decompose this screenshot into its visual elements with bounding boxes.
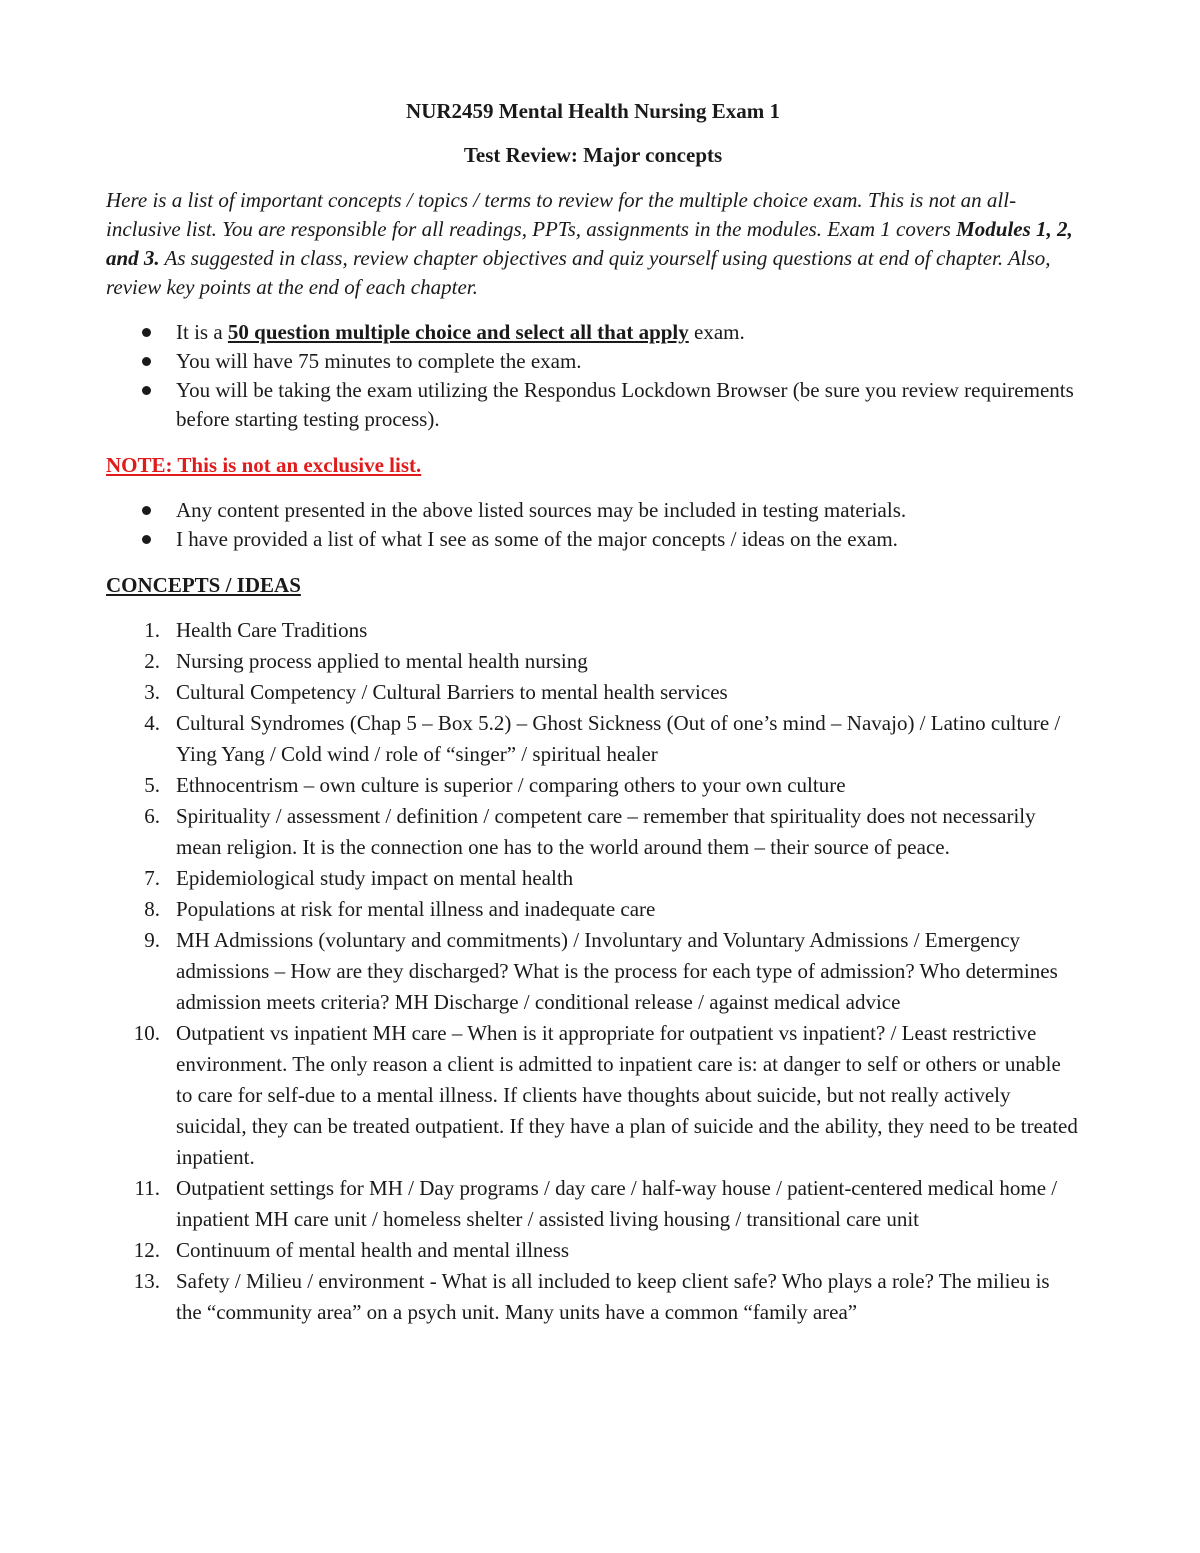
item-number: 12. bbox=[133, 1238, 160, 1262]
list-item bbox=[106, 770, 1080, 801]
list-item bbox=[106, 1266, 1080, 1328]
item-number: 4. bbox=[144, 711, 160, 735]
bullet-text: Any content presented in the above listed sources may be included in testing materials. bbox=[176, 498, 907, 522]
bullet-text-suffix: exam. bbox=[688, 320, 745, 344]
list-item bbox=[106, 1173, 1080, 1235]
item-number: 13. bbox=[133, 1269, 160, 1293]
item-text: Nursing process applied to mental health nursing bbox=[176, 649, 588, 673]
intro-paragraph bbox=[106, 186, 1080, 302]
item-text: Safety / Milieu / environment - What is all included to keep client safe? Who plays a role? The milieu is the “community area” on a psych unit. Many units have a common “family area” bbox=[176, 1269, 1050, 1324]
item-number: 5. bbox=[144, 773, 160, 797]
item-text: Health Care Traditions bbox=[176, 618, 368, 642]
list-item bbox=[106, 376, 1080, 434]
bullet-text: You will have 75 minutes to complete the exam. bbox=[176, 349, 582, 373]
item-text: Outpatient settings for MH / Day programs / day care / half-way house / patient-centered medical home / inpatient MH care unit / homeless shelter / assisted living housing / transitional care unit bbox=[176, 1176, 1058, 1231]
item-text: Populations at risk for mental illness and inadequate care bbox=[176, 897, 656, 921]
item-number: 1. bbox=[144, 618, 160, 642]
list-item bbox=[106, 863, 1080, 894]
list-item bbox=[106, 646, 1080, 677]
bullet-icon bbox=[142, 506, 151, 515]
intro-text-part2: As suggested in class, review chapter objectives and quiz yourself using questions at end of chapter. Also, review key points at the end of each chapter. bbox=[106, 246, 1051, 299]
list-item bbox=[106, 708, 1080, 770]
list-item bbox=[106, 894, 1080, 925]
item-number: 6. bbox=[144, 804, 160, 828]
concepts-heading: CONCEPTS / IDEAS bbox=[106, 573, 301, 597]
bullet-text-prefix: It is a bbox=[176, 320, 228, 344]
item-text: Epidemiological study impact on mental health bbox=[176, 866, 574, 890]
list-item bbox=[106, 1018, 1080, 1173]
document-subtitle: Test Review: Major concepts bbox=[463, 143, 723, 167]
list-item bbox=[106, 615, 1080, 646]
bullet-icon bbox=[142, 386, 151, 395]
item-number: 10. bbox=[133, 1021, 160, 1045]
bullet-text: I have provided a list of what I see as some of the major concepts / ideas on the exam. bbox=[176, 527, 898, 551]
list-item bbox=[106, 525, 1080, 554]
concepts-list bbox=[106, 615, 1080, 1328]
list-item bbox=[106, 496, 1080, 525]
bullet-icon bbox=[142, 357, 151, 366]
item-number: 8. bbox=[144, 897, 160, 921]
item-text: Outpatient vs inpatient MH care – When is it appropriate for outpatient vs inpatient? / Least restrictive environment. The only reason a client is admitted to inpatient care is: at danger to self or others or unable to care for self-due to a mental illness. If clients have thoughts about suicide, but not really actively suicidal, they can be treated outpatient. If they have a plan of suicide and the ability, they need to be treated inpatient. bbox=[176, 1021, 1078, 1169]
item-number: 7. bbox=[144, 866, 160, 890]
bullet-icon bbox=[142, 535, 151, 544]
bullet-icon bbox=[142, 328, 151, 337]
note-list bbox=[106, 496, 1080, 554]
exam-info-list bbox=[106, 318, 1080, 434]
intro-text-part1: Here is a list of important concepts / topics / terms to review for the multiple choice exam. This is not an all-inclusive list. You are responsible for all readings, PPTs, assignments in the modules. Exam 1 covers bbox=[106, 188, 1017, 241]
item-text: Continuum of mental health and mental illness bbox=[176, 1238, 570, 1262]
item-number: 2. bbox=[144, 649, 160, 673]
bullet-text: You will be taking the exam utilizing the Respondus Lockdown Browser (be sure you review requirements before starting testing process). bbox=[176, 378, 1074, 431]
item-number: 3. bbox=[144, 680, 160, 704]
item-text: Spirituality / assessment / definition / competent care – remember that spirituality does not necessarily mean religion. It is the connection one has to the world around them – their source of peace. bbox=[176, 804, 1036, 859]
list-item bbox=[106, 677, 1080, 708]
bullet-text-bold: 50 question multiple choice and select all that apply bbox=[227, 320, 689, 344]
item-number: 11. bbox=[134, 1176, 160, 1200]
intro-modules-bold: Modules 1, 2, and 3. bbox=[106, 217, 1073, 270]
document-title: NUR2459 Mental Health Nursing Exam 1 bbox=[406, 99, 780, 123]
item-text: Cultural Competency / Cultural Barriers to mental health services bbox=[176, 680, 728, 704]
item-number: 9. bbox=[144, 928, 160, 952]
list-item bbox=[106, 925, 1080, 1018]
item-text: Ethnocentrism – own culture is superior / comparing others to your own culture bbox=[176, 773, 846, 797]
note-heading: NOTE: This is not an exclusive list. bbox=[106, 453, 422, 477]
item-text: MH Admissions (voluntary and commitments) / Involuntary and Voluntary Admissions / Emergency admissions – How are they discharged? What is the process for each type of admission? Who determines admission meets criteria? MH Discharge / conditional release / against medical advice bbox=[176, 928, 1058, 1014]
list-item bbox=[106, 1235, 1080, 1266]
list-item bbox=[106, 347, 1080, 376]
list-item bbox=[106, 801, 1080, 863]
item-text: Cultural Syndromes (Chap 5 – Box 5.2) – Ghost Sickness (Out of one’s mind – Navajo) / Latino culture / Ying Yang / Cold wind / role of “singer” / spiritual healer bbox=[176, 711, 1061, 766]
list-item bbox=[106, 318, 1080, 347]
